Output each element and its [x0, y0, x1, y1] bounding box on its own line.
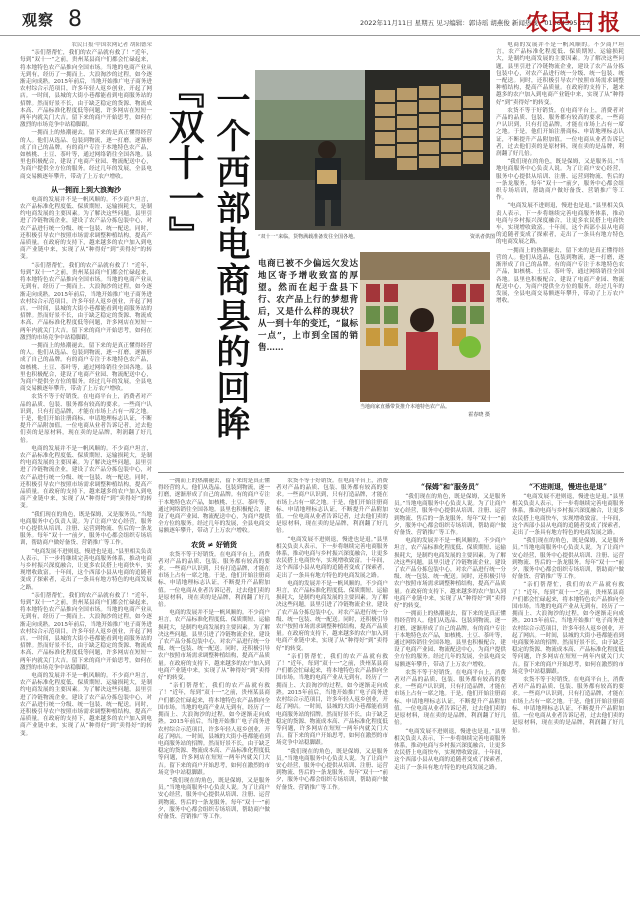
paragraph: “亲们帮帮忙，我们的农产品就有救了！”近年，每到“双十一”之前，贵州某县商户们都会忙碌起来，将本地特色农产品推向全国市场。当地的电商产业从无到有，经历了一拥而上、大浪淘沙的过程，如今逐渐走向成熟。2015年前后，当地开始推广电子商务进农村综合示范项目，许多年轻人返乡创业，开起了网店。一时间，县城的大街小巷都能看到电商服务站的招牌。然而好景不长，由于缺乏稳定的货源、物流成本高、产品标准化程度低等问题，许多网店在短短一两年内就关门大吉。留下来的商户开始思考，如何在激烈的市场竞争中站稳脚跟。 [20, 592, 152, 671]
text-column-3 [276, 478, 388, 888]
paragraph: “我们现在的角色，既是保姆，又是服务员。”当地电商服务中心负责人说。为了让商户安心经营，服务中心提供从培训、注册、运营到物流、售后的一条龙服务。每年“双十一”前夕，服务中心都会组织专场培训，帮助商户做好备货、营销推广等工作。 [394, 494, 506, 537]
paragraph: 电商的发展并不是一帆风顺的。不少商户坦言，农产品标准化程度低、保质期短、运输损耗大，是制约电商发展的主要因素。为了解决这些问题，县里引进了冷链物流企业，建设了农产品分拣包装中心，对农产品进行统一分级、统一包装、统一配送。同时，还积极引导农户按照市场需求调整种植结构，提高产品质量。在政府的支持下，越来越多的农户加入到电商产业链中来，实现了从“种得好”到“卖得好”的转变。 [158, 610, 270, 682]
headline-quote: 『双十一』 [163, 72, 205, 252]
paragraph: “我们现在的角色，既是保姆，又是服务员。”当地电商服务中心负责人说。为了让商户安心经营，服务中心提供从培训、注册、运营到物流、售后的一条龙服务。每年“双十一”前夕，服务中心都会组织专场培训，帮助商户做好备货、营销推广等工作。 [158, 777, 270, 820]
subheading: 从一拥而上到大浪淘沙 [51, 184, 121, 194]
paragraph: 农货不等于好销货。在电商平台上，消费者对产品的品质、包装、服务都有较高的要求。一些商户认识到，只有打造品牌，才能在市场上占有一席之地。于是，他们开始注册商标、申请地理标志认证，不断提升产品附加值。一位电商从业者告诉记者，过去他们卖的是原材料，现在卖的是品牌，利润翻了好几倍。 [394, 669, 506, 727]
paragraph: “电商发展不进则退，慢进也是退。”县里相关负责人表示，下一步将继续完善电商服务体系，推动电商与乡村振兴深度融合，让更多农民搭上电商快车，实现增收致富。十年间，这个西部小县从电商的追随者变成了探索者，走出了一条具有地方特色的电商发展之路。 [20, 548, 152, 591]
paragraph: 农货不等于好销货。在电商平台上，消费者对产品的品质、包装、服务都有较高的要求。一些商户认识到，只有打造品牌，才能在市场上占有一席之地。于是，他们开始注册商标、申请地理标志认证，不断提升产品附加值。一位电商从业者告诉记者，过去他们卖的是原材料，现在卖的是品牌，利润翻了好几倍。 [20, 394, 152, 444]
section-name: 观察 [22, 11, 55, 29]
byline: 农民日报·中国农网记者 胡阳德荣 [71, 42, 152, 48]
text-column-5 [512, 478, 624, 888]
paragraph: “亲们帮帮忙，我们的农产品就有救了！”近年，每到“双十一”之前，贵州某县商户们都会忙碌起来，将本地特色农产品推向全国市场。当地的电商产业从无到有，经历了一拥而上、大浪淘沙的过程，如今逐渐走向成熟。2015年前后，当地开始推广电子商务进农村综合示范项目，许多年轻人返乡创业，开起了网店。一时间，县城的大街小巷都能看到电商服务站的招牌。然而好景不长，由于缺乏稳定的货源、物流成本高、产品标准化程度低等问题，许多网店在短短一两年内就关门大吉。留下来的商户开始思考，如何在激烈的市场竞争中站稳脚跟。 [276, 653, 388, 747]
text-column-1 [20, 42, 152, 832]
paragraph: “电商发展不进则退，慢进也是退。”县里相关负责人表示，下一步将继续完善电商服务体系，推动电商与乡村振兴深度融合，让更多农民搭上电商快车，实现增收致富。十年间，这个西部小县从电商的追随者变成了探索者，走出了一条具有地方特色的电商发展之路。 [276, 536, 388, 579]
paragraph: “亲们帮帮忙，我们的农产品就有救了！”近年，每到“双十一”之前，贵州某县商户们都会忙碌起来，将本地特色农产品推向全国市场。当地的电商产业从无到有，经历了一拥而上、大浪淘沙的过程，如今逐渐走向成熟。2015年前后，当地开始推广电子商务进农村综合示范项目，许多年轻人返乡创业，开起了网店。一时间，县城的大街小巷都能看到电商服务站的招牌。然而好景不长，由于缺乏稳定的货源、物流成本高、产品标准化程度低等问题，许多网店在短短一两年内就关门大吉。留下来的商户开始思考，如何在激烈的市场竞争中站稳脚跟。 [20, 262, 152, 341]
photo-credit: 资讯者供图 [469, 234, 495, 240]
photo-caption: 当地商家直播带货推介本地特色农产品。 [360, 404, 451, 410]
paragraph: 电商的发展并不是一帆风顺的。不少商户坦言，农产品标准化程度低、保质期短、运输损耗大，是制约电商发展的主要因素。为了解决这些问题，县里引进了冷链物流企业，建设了农产品分拣包装中心，对农产品进行统一分级、统一包装、统一配送。同时，还积极引导农户按照市场需求调整种植结构，提高产品质量。在政府的支持下，越来越多的农户加入到电商产业链中来，实现了从“种得好”到“卖得好”的转变。 [20, 673, 152, 737]
paragraph: 农货不等于好销货。在电商平台上，消费者对产品的品质、包装、服务都有较高的要求。一些商户认识到，只有打造品牌，才能在市场上占有一席之地。于是，他们开始注册商标、申请地理标志认证，不断提升产品附加值。一位电商从业者告诉记者，过去他们卖的是原材料，现在卖的是品牌，利润翻了好几倍。 [276, 478, 388, 535]
subheading: “不进则退，慢进也是退” [528, 482, 608, 491]
paragraph: “我们现在的角色，既是保姆，又是服务员。”当地电商服务中心负责人说。为了让商户安心经营，服务中心提供从培训、注册、运营到物流、售后的一条龙服务。每年“双十一”前夕，服务中心都会组织专场培训，帮助商户做好备货、营销推广等工作。 [512, 538, 624, 581]
divider [158, 472, 624, 473]
text-column-2 [158, 478, 270, 888]
paragraph: “电商发展不进则退，慢进也是退。”县里相关负责人表示，下一步将继续完善电商服务体系，推动电商与乡村振兴深度融合，让更多农民搭上电商快车，实现增收致富。十年间，这个西部小县从电商的追随者变成了探索者，走出了一条具有地方特色的电商发展之路。 [512, 494, 624, 537]
paragraph: 电商的发展并不是一帆风顺的。不少商户坦言，农产品标准化程度低、保质期短、运输损耗大，是制约电商发展的主要因素。为了解决这些问题，县里引进了冷链物流企业，建设了农产品分拣包装中心，对农产品进行统一分级、统一包装、统一配送。同时，还积极引导农户按照市场需求调整种植结构，提高产品质量。在政府的支持下，越来越多的农户加入到电商产业链中来，实现了从“种得好”到“卖得好”的转变。 [394, 538, 506, 610]
paragraph: 农货不等于好销货。在电商平台上，消费者对产品的品质、包装、服务都有较高的要求。一些商户认识到，只有打造品牌，才能在市场上占有一席之地。于是，他们开始注册商标、申请地理标志认证，不断提升产品附加值。一位电商从业者告诉记者，过去他们卖的是原材料，现在卖的是品牌，利润翻了好几倍。 [158, 551, 270, 609]
paragraph: “我们现在的角色，既是保姆，又是服务员。”当地电商服务中心负责人说。为了让商户安心经营，服务中心提供从培训、注册、运营到物流、售后的一条龙服务。每年“双十一”前夕，服务中心都会组织专场培训，帮助商户做好备货、营销推广等工作。 [276, 748, 388, 791]
photo-shop-livestream [360, 252, 490, 402]
paragraph: 农货不等于好销货。在电商平台上，消费者对产品的品质、包装、服务都有较高的要求。一些商户认识到，只有打造品牌，才能在市场上占有一席之地。于是，他们开始注册商标、申请地理标志认证，不断提升产品附加值。一位电商从业者告诉记者，过去他们卖的是原材料，现在卖的是品牌，利润翻了好几倍。 [512, 677, 624, 734]
paragraph: 电商的发展并不是一帆风顺的。不少商户坦言，农产品标准化程度低、保质期短、运输损耗大，是制约电商发展的主要因素。为了解决这些问题，县里引进了冷链物流企业，建设了农产品分拣包装中心，对农产品进行统一分级、统一包装、统一配送。同时，还积极引导农户按照市场需求调整种植结构，提高产品质量。在政府的支持下，越来越多的农户加入到电商产业链中来，实现了从“种得好”到“卖得好”的转变。 [276, 580, 388, 652]
masthead: 农民日报 [525, 10, 622, 36]
paragraph: 电商的发展并不是一帆风顺的。不少商户坦言，农产品标准化程度低、保质期短、运输损耗大，是制约电商发展的主要因素。为了解决这些问题，县里引进了冷链物流企业，建设了农产品分拣包装中心，对农产品进行统一分级、统一包装、统一配送。同时，还积极引导农户按照市场需求调整种植结构，提高产品质量。在政府的支持下，越来越多的农户加入到电商产业链中来，实现了从“种得好”到“卖得好”的转变。 [20, 445, 152, 510]
paragraph: “亲们帮帮忙，我们的农产品就有救了！”近年，每到“双十一”之前，贵州某县商户们都会忙碌起来，将本地特色农产品推向全国市场。当地的电商产业从无到有，经历了一拥而上、大浪淘沙的过程，如今逐渐走向成熟。2015年前后，当地开始推广电子商务进农村综合示范项目，许多年轻人返乡创业，开起了网店。一时间，县城的大街小巷都能看到电商服务站的招牌。然而好景不长，由于缺乏稳定的货源、物流成本高、产品标准化程度低等问题，许多网店在短短一两年内就关门大吉。留下来的商户开始思考，如何在激烈的市场竞争中站稳脚跟。 [512, 582, 624, 675]
paragraph: 电商的发展并不是一帆风顺的。不少商户坦言，农产品标准化程度低、保质期短、运输损耗大，是制约电商发展的主要因素。为了解决这些问题，县里引进了冷链物流企业，建设了农产品分拣包装中心，对农产品进行统一分级、统一包装、统一配送。同时，还积极引导农户按照市场需求调整种植结构，提高产品质量。在政府的支持下，越来越多的农户加入到电商产业链中来，实现了从“种得好”到“卖得好”的转变。 [20, 196, 152, 261]
subheading: “保姆”和“服务员” [420, 482, 480, 491]
photo-caption: “双十一”来临，货物满载准备发往全国各地。 [258, 234, 359, 240]
text-column-right [496, 42, 624, 462]
paragraph: 一拥而上的热潮褪去，留下来的是真正懂得经营的人。他们从选品、包装到物流，逐一打磨，逐渐形成了自己的品牌。有的商户专注于本地特色农产品，如核桃、土豆、茶叶等，通过网络销往全国各地。县里也积极配合，建设了电商产业园、物流配送中心，为商户提供全方位的服务。经过几年的发展，全县电商交易额逐年攀升，带动了上万农户增收。 [158, 478, 270, 535]
photo-truck-loading [255, 70, 490, 230]
paragraph: “亲们帮帮忙，我们的农产品就有救了！”近年，每到“双十一”之前，贵州某县商户们都会忙碌起来，将本地特色农产品推向全国市场。当地的电商产业从无到有，经历了一拥而上、大浪淘沙的过程，如今逐渐走向成熟。2015年前后，当地开始推广电子商务进农村综合示范项目，许多年轻人返乡创业，开起了网店。一时间，县城的大街小巷都能看到电商服务站的招牌。然而好景不长，由于缺乏稳定的货源、物流成本高、产品标准化程度低等问题，许多网店在短短一两年内就关门大吉。留下来的商户开始思考，如何在激烈的市场竞争中站稳脚跟。 [20, 50, 152, 129]
paragraph: 电商的发展并不是一帆风顺的。不少商户坦言，农产品标准化程度低、保质期短、运输损耗大，是制约电商发展的主要因素。为了解决这些问题，县里引进了冷链物流企业，建设了农产品分拣包装中心，对农产品进行统一分级、统一包装、统一配送。同时，还积极引导农户按照市场需求调整种植结构，提高产品质量。在政府的支持下，越来越多的农户加入到电商产业链中来，实现了从“种得好”到“卖得好”的转变。 [496, 42, 624, 106]
paragraph: “电商发展不进则退，慢进也是退。”县里相关负责人表示，下一步将继续完善电商服务体系，推动电商与乡村振兴深度融合，让更多农民搭上电商快车，实现增收致富。十年间，这个西部小县从电商的追随者变成了探索者，走出了一条具有地方特色的电商发展之路。 [394, 728, 506, 771]
paragraph: “亲们帮帮忙，我们的农产品就有救了！”近年，每到“双十一”之前，贵州某县商户们都会忙碌起来，将本地特色农产品推向全国市场。当地的电商产业从无到有，经历了一拥而上、大浪淘沙的过程，如今逐渐走向成熟。2015年前后，当地开始推广电子商务进农村综合示范项目，许多年轻人返乡创业，开起了网店。一时间，县城的大街小巷都能看到电商服务站的招牌。然而好景不长，由于缺乏稳定的货源、物流成本高、产品标准化程度低等问题，许多网店在短短一两年内就关门大吉。留下来的商户开始思考，如何在激烈的市场竞争中站稳脚跟。 [158, 683, 270, 776]
paragraph: “我们现在的角色，既是保姆，又是服务员。”当地电商服务中心负责人说。为了让商户安心经营，服务中心提供从培训、注册、运营到物流、售后的一条龙服务。每年“双十一”前夕，服务中心都会组织专场培训，帮助商户做好备货、营销推广等工作。 [20, 511, 152, 547]
headline-main: 一个西部电商县的回眸 [210, 82, 250, 442]
header-info: 2022年11月11日 星期五 见习编辑：郭诗瑶 胡燕俊 新闻热线：01064395117 [360, 19, 590, 27]
paragraph: 一拥而上的热潮褪去，留下来的是真正懂得经营的人。他们从选品、包装到物流，逐一打磨，逐渐形成了自己的品牌。有的商户专注于本地特色农产品，如核桃、土豆、茶叶等，通过网络销往全国各地。县里也积极配合，建设了电商产业园、物流配送中心，为商户提供全方位的服务。经过几年的发展，全县电商交易额逐年攀升，带动了上万农户增收。 [20, 130, 152, 180]
paragraph: 一拥而上的热潮褪去，留下来的是真正懂得经营的人。他们从选品、包装到物流，逐一打磨，逐渐形成了自己的品牌。有的商户专注于本地特色农产品，如核桃、土豆、茶叶等，通过网络销往全国各地。县里也积极配合，建设了电商产业园、物流配送中心，为商户提供全方位的服务。经过几年的发展，全县电商交易额逐年攀升，带动了上万农户增收。 [394, 611, 506, 668]
text-column-4 [394, 478, 506, 888]
paragraph: 农货不等于好销货。在电商平台上，消费者对产品的品质、包装、服务都有较高的要求。一些商户认识到，只有打造品牌，才能在市场上占有一席之地。于是，他们开始注册商标、申请地理标志认证，不断提升产品附加值。一位电商从业者告诉记者，过去他们卖的是原材料，现在卖的是品牌，利润翻了好几倍。 [496, 107, 624, 158]
page-header [0, 0, 640, 36]
paragraph: “电商发展不进则退，慢进也是退。”县里相关负责人表示，下一步将继续完善电商服务体系，推动电商与乡村振兴深度融合，让更多农民搭上电商快车，实现增收致富。十年间，这个西部小县从电商的追随者变成了探索者，走出了一条具有地方特色的电商发展之路。 [496, 203, 624, 246]
page-number: 8 [68, 7, 82, 32]
paragraph: 一拥而上的热潮褪去，留下来的是真正懂得经营的人。他们从选品、包装到物流，逐一打磨，逐渐形成了自己的品牌。有的商户专注于本地特色农产品，如核桃、土豆、茶叶等，通过网络销往全国各地。县里也积极配合，建设了电商产业园、物流配送中心，为商户提供全方位的服务。经过几年的发展，全县电商交易额逐年攀升，带动了上万农户增收。 [20, 342, 152, 393]
article-lead: 电商已被不少偏远欠发达地区寄予增收致富的厚望。然而在起于盘县下行、农产品上行的梦想背后，又是什么样的现状？从一到十年的变迁，“鼠标一点”，上市到全国的销售…… [258, 259, 358, 353]
photo-credit: 霍春晓 摄 [468, 412, 490, 418]
paragraph: 一拥而上的热潮褪去，留下来的是真正懂得经营的人。他们从选品、包装到物流，逐一打磨，逐渐形成了自己的品牌。有的商户专注于本地特色农产品，如核桃、土豆、茶叶等，通过网络销往全国各地。县里也积极配合，建设了电商产业园、物流配送中心，为商户提供全方位的服务。经过几年的发展，全县电商交易额逐年攀升，带动了上万农户增收。 [496, 247, 624, 305]
subheading: 农货 ≠ 好销货 [191, 539, 237, 549]
paragraph: “我们现在的角色，既是保姆，又是服务员。”当地电商服务中心负责人说。为了让商户安心经营，服务中心提供从培训、注册、运营到物流、售后的一条龙服务。每年“双十一”前夕，服务中心都会组织专场培训，帮助商户做好备货、营销推广等工作。 [496, 159, 624, 202]
